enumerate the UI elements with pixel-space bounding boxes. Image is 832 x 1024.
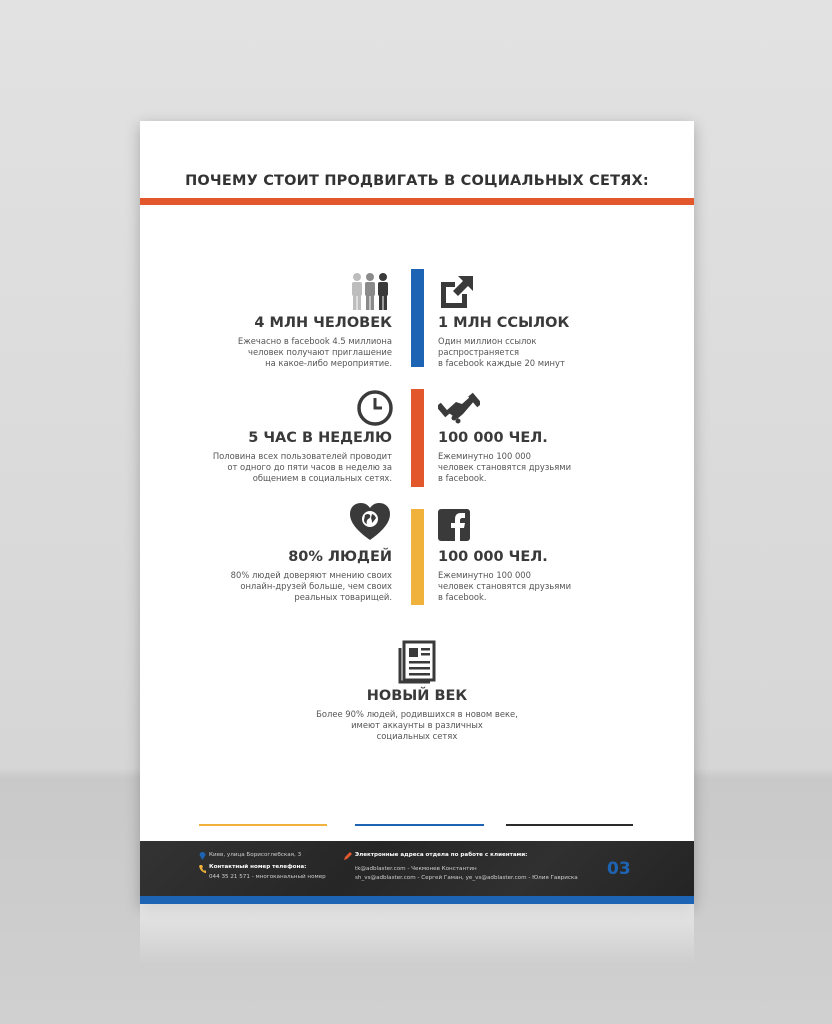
stat-description: Половина всех пользователей проводит от одного до пяти часов в неделю за общением в социальных сетях. xyxy=(212,451,392,483)
stat-links xyxy=(438,315,638,369)
stat-heading: НОВЫЙ ВЕК xyxy=(366,688,468,704)
stat-facebook xyxy=(438,549,638,603)
brochure-page xyxy=(140,121,694,904)
footer-phone-value: 044 35 21 571 - многоканальный номер xyxy=(209,874,326,880)
heart-globe-icon xyxy=(348,502,392,542)
footer-bottom-bar xyxy=(140,896,694,904)
phone-icon xyxy=(199,865,206,873)
handshake-icon xyxy=(438,391,480,425)
newspaper-icon xyxy=(396,640,440,684)
divider-blue xyxy=(411,269,424,367)
stat-description: Ежеминутно 100 000 человек становятся друзьями в facebook. xyxy=(438,570,572,602)
page-reflection xyxy=(140,904,694,964)
stat-hours xyxy=(192,430,392,484)
share-icon xyxy=(438,273,476,311)
stat-friends xyxy=(438,430,638,484)
stat-heading: 1 МЛН ССЫЛОК xyxy=(438,315,570,331)
footer-emails-label: Электронные адреса отдела по работе с клиентами: xyxy=(355,852,528,858)
footer-address: Киев, улица Борисоглебская, 3 xyxy=(209,852,302,858)
clock-icon xyxy=(356,389,394,427)
page-title: ПОЧЕМУ СТОИТ ПРОДВИГАТЬ В СОЦИАЛЬНЫХ СЕТЯХ: xyxy=(185,173,649,189)
page-number: 03 xyxy=(607,859,631,879)
footer-line-blue xyxy=(355,824,484,826)
stat-description: Ежечасно в facebook 4.5 миллиона человек получают приглашение на какое-либо мероприятие. xyxy=(237,336,392,368)
title-divider xyxy=(140,198,694,205)
facebook-icon xyxy=(438,509,470,541)
stat-heading: 80% ЛЮДЕЙ xyxy=(288,549,392,565)
divider-yellow xyxy=(411,509,424,605)
stat-heading: 5 ЧАС В НЕДЕЛЮ xyxy=(248,430,392,446)
pencil-icon xyxy=(344,852,352,860)
footer-line-dark xyxy=(506,824,633,826)
footer-email-line2: sh_vs@adblaster.com - Сергей Гаман, ye_vs@adblaster.com - Юлия Гавриска xyxy=(355,875,578,881)
location-icon xyxy=(199,852,206,860)
stat-description: Ежеминутно 100 000 человек становятся друзьями в facebook. xyxy=(438,451,572,483)
people-icon xyxy=(348,272,394,312)
stat-description: Более 90% людей, родившихся в новом веке, имеют аккаунты в различных социальных сетях xyxy=(316,709,518,741)
stat-heading: 100 000 ЧЕЛ. xyxy=(438,430,548,446)
stat-heading: 100 000 ЧЕЛ. xyxy=(438,549,548,565)
footer-phone-label: Контактный номер телефона: xyxy=(209,864,307,870)
divider-orange xyxy=(411,389,424,487)
stat-people xyxy=(192,315,392,369)
stat-description: 80% людей доверяют мнению своих онлайн-друзей больше, чем своих реальных товарищей. xyxy=(230,570,392,602)
stat-century xyxy=(140,688,694,742)
footer-line-yellow xyxy=(199,824,327,826)
stat-trust xyxy=(192,549,392,603)
stat-heading: 4 МЛН ЧЕЛОВЕК xyxy=(254,315,392,331)
stat-description: Один миллион ссылок распространяется в facebook каждые 20 минут xyxy=(438,336,565,368)
footer-email-line1: tk@adblaster.com - Чекмонев Константин xyxy=(355,866,477,872)
